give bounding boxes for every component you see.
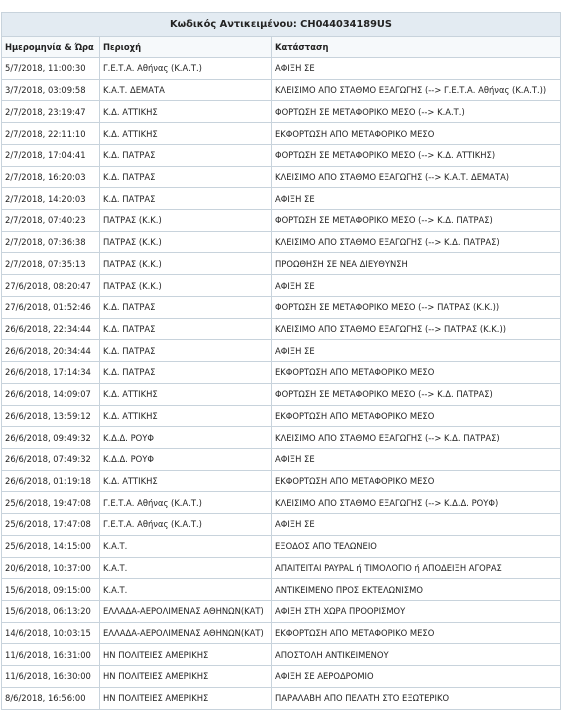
cell-datetime: 26/6/2018, 22:34:44 [2,318,100,340]
cell-status: ΚΛΕΙΣΙΜΟ ΑΠΟ ΣΤΑΘΜΟ ΕΞΑΓΩΓΗΣ (--> Κ.Α.Τ. ΔΕΜΑΤΑ) [272,166,561,188]
table-row [2,318,561,340]
table-row [2,58,561,80]
cell-area: Κ.Α.Τ. ΔΕΜΑΤΑ [100,79,272,101]
cell-datetime: 26/6/2018, 20:34:44 [2,340,100,362]
cell-datetime: 2/7/2018, 16:20:03 [2,166,100,188]
cell-area: ΗΝ ΠΟΛΙΤΕΙΕΣ ΑΜΕΡΙΚΗΣ [100,666,272,688]
cell-area: Γ.Ε.Τ.Α. Αθήνας (Κ.Α.Τ.) [100,58,272,80]
cell-datetime: 15/6/2018, 09:15:00 [2,579,100,601]
cell-status: ΠΑΡΑΛΑΒΗ ΑΠΟ ΠΕΛΑΤΗ ΣΤΟ ΕΞΩΤΕΡΙΚΟ [272,687,561,709]
cell-datetime: 8/6/2018, 16:56:00 [2,687,100,709]
table-row [2,579,561,601]
cell-area: ΠΑΤΡΑΣ (Κ.Κ.) [100,210,272,232]
cell-datetime: 2/7/2018, 07:36:38 [2,231,100,253]
cell-status: ΦΟΡΤΩΣΗ ΣΕ ΜΕΤΑΦΟΡΙΚΟ ΜΕΣΟ (--> Κ.Δ. ΑΤΤΙΚΗΣ) [272,144,561,166]
cell-area: Κ.Δ. ΑΤΤΙΚΗΣ [100,405,272,427]
table-row [2,188,561,210]
cell-status: ΦΟΡΤΩΣΗ ΣΕ ΜΕΤΑΦΟΡΙΚΟ ΜΕΣΟ (--> Κ.Α.Τ.) [272,101,561,123]
cell-area: Γ.Ε.Τ.Α. Αθήνας (Κ.Α.Τ.) [100,492,272,514]
column-header-area: Περιοχή [100,37,272,58]
cell-status: ΕΚΦΟΡΤΩΣΗ ΑΠΟ ΜΕΤΑΦΟΡΙΚΟ ΜΕΣΟ [272,470,561,492]
cell-datetime: 26/6/2018, 07:49:32 [2,448,100,470]
tracking-table [1,12,561,710]
cell-area: Κ.Δ.Δ. ΡΟΥΦ [100,448,272,470]
table-row [2,123,561,145]
cell-area: ΕΛΛΑΔΑ-ΑΕΡΟΛΙΜΕΝΑΣ ΑΘΗΝΩΝ(ΚΑΤ) [100,600,272,622]
table-row [2,296,561,318]
cell-status: ΑΦΙΞΗ ΣΤΗ ΧΩΡΑ ΠΡΟΟΡΙΣΜΟΥ [272,600,561,622]
cell-status: ΚΛΕΙΣΙΜΟ ΑΠΟ ΣΤΑΘΜΟ ΕΞΑΓΩΓΗΣ (--> ΠΑΤΡΑΣ (Κ.Κ.)) [272,318,561,340]
cell-status: ΦΟΡΤΩΣΗ ΣΕ ΜΕΤΑΦΟΡΙΚΟ ΜΕΣΟ (--> Κ.Δ. ΠΑΤΡΑΣ) [272,383,561,405]
table-row [2,622,561,644]
cell-datetime: 26/6/2018, 13:59:12 [2,405,100,427]
table-row [2,448,561,470]
cell-area: Κ.Δ. ΠΑΤΡΑΣ [100,318,272,340]
cell-area: ΗΝ ΠΟΛΙΤΕΙΕΣ ΑΜΕΡΙΚΗΣ [100,687,272,709]
cell-area: ΠΑΤΡΑΣ (Κ.Κ.) [100,275,272,297]
cell-area: Γ.Ε.Τ.Α. Αθήνας (Κ.Α.Τ.) [100,514,272,536]
cell-area: ΠΑΤΡΑΣ (Κ.Κ.) [100,253,272,275]
table-row [2,666,561,688]
column-header-datetime: Ημερομηνία & Ώρα [2,37,100,58]
table-row [2,600,561,622]
tracking-rows [2,58,561,710]
table-row [2,210,561,232]
cell-area: Κ.Δ. ΠΑΤΡΑΣ [100,340,272,362]
table-row [2,687,561,709]
cell-status: ΑΠΟΣΤΟΛΗ ΑΝΤΙΚΕΙΜΕΝΟΥ [272,644,561,666]
cell-status: ΠΡΟΩΘΗΣΗ ΣΕ ΝΕΑ ΔΙΕΥΘΥΝΣΗ [272,253,561,275]
table-row [2,514,561,536]
table-row [2,166,561,188]
table-row [2,362,561,384]
cell-status: ΑΦΙΞΗ ΣΕ [272,275,561,297]
table-row [2,557,561,579]
cell-datetime: 11/6/2018, 16:31:00 [2,644,100,666]
cell-status: ΑΦΙΞΗ ΣΕ ΑΕΡΟΔΡΟΜΙΟ [272,666,561,688]
cell-datetime: 2/7/2018, 22:11:10 [2,123,100,145]
cell-area: ΗΝ ΠΟΛΙΤΕΙΕΣ ΑΜΕΡΙΚΗΣ [100,644,272,666]
cell-area: Κ.Α.Τ. [100,557,272,579]
cell-datetime: 2/7/2018, 14:20:03 [2,188,100,210]
cell-area: Κ.Δ.Δ. ΡΟΥΦ [100,427,272,449]
cell-area: ΕΛΛΑΔΑ-ΑΕΡΟΛΙΜΕΝΑΣ ΑΘΗΝΩΝ(ΚΑΤ) [100,622,272,644]
cell-datetime: 3/7/2018, 03:09:58 [2,79,100,101]
cell-status: ΑΦΙΞΗ ΣΕ [272,58,561,80]
table-row [2,275,561,297]
tracking-table-container [1,12,560,710]
cell-status: ΚΛΕΙΣΙΜΟ ΑΠΟ ΣΤΑΘΜΟ ΕΞΑΓΩΓΗΣ (--> Κ.Δ. ΠΑΤΡΑΣ) [272,427,561,449]
table-row [2,492,561,514]
cell-area: Κ.Δ. ΠΑΤΡΑΣ [100,188,272,210]
cell-status: ΚΛΕΙΣΙΜΟ ΑΠΟ ΣΤΑΘΜΟ ΕΞΑΓΩΓΗΣ (--> Κ.Δ. ΠΑΤΡΑΣ) [272,231,561,253]
cell-status: ΚΛΕΙΣΙΜΟ ΑΠΟ ΣΤΑΘΜΟ ΕΞΑΓΩΓΗΣ (--> Κ.Δ.Δ. ΡΟΥΦ) [272,492,561,514]
table-header-row [2,37,561,58]
cell-status: ΕΞΟΔΟΣ ΑΠΟ ΤΕΛΩΝΕΙΟ [272,535,561,557]
cell-datetime: 5/7/2018, 11:00:30 [2,58,100,80]
cell-status: ΑΦΙΞΗ ΣΕ [272,448,561,470]
cell-datetime: 26/6/2018, 09:49:32 [2,427,100,449]
cell-status: ΚΛΕΙΣΙΜΟ ΑΠΟ ΣΤΑΘΜΟ ΕΞΑΓΩΓΗΣ (--> Γ.Ε.Τ.Α. Αθήνας (Κ.Α.Τ.)) [272,79,561,101]
cell-status: ΕΚΦΟΡΤΩΣΗ ΑΠΟ ΜΕΤΑΦΟΡΙΚΟ ΜΕΣΟ [272,405,561,427]
table-title-row [2,13,561,37]
table-row [2,427,561,449]
cell-area: Κ.Δ. ΑΤΤΙΚΗΣ [100,383,272,405]
cell-datetime: 20/6/2018, 10:37:00 [2,557,100,579]
cell-status: ΦΟΡΤΩΣΗ ΣΕ ΜΕΤΑΦΟΡΙΚΟ ΜΕΣΟ (--> ΠΑΤΡΑΣ (Κ.Κ.)) [272,296,561,318]
cell-datetime: 27/6/2018, 01:52:46 [2,296,100,318]
cell-datetime: 26/6/2018, 14:09:07 [2,383,100,405]
cell-datetime: 25/6/2018, 17:47:08 [2,514,100,536]
table-row [2,253,561,275]
table-row [2,644,561,666]
cell-datetime: 11/6/2018, 16:30:00 [2,666,100,688]
cell-status: ΦΟΡΤΩΣΗ ΣΕ ΜΕΤΑΦΟΡΙΚΟ ΜΕΣΟ (--> Κ.Δ. ΠΑΤΡΑΣ) [272,210,561,232]
cell-datetime: 25/6/2018, 14:15:00 [2,535,100,557]
table-row [2,535,561,557]
cell-status: ΕΚΦΟΡΤΩΣΗ ΑΠΟ ΜΕΤΑΦΟΡΙΚΟ ΜΕΣΟ [272,123,561,145]
cell-datetime: 2/7/2018, 17:04:41 [2,144,100,166]
cell-datetime: 25/6/2018, 19:47:08 [2,492,100,514]
cell-status: ΑΠΑΙΤΕΙΤΑΙ PAYPAL ή ΤΙΜΟΛΟΓΙΟ ή ΑΠΟΔΕΙΞΗ ΑΓΟΡΑΣ [272,557,561,579]
cell-area: Κ.Δ. ΠΑΤΡΑΣ [100,296,272,318]
table-row [2,405,561,427]
cell-status: ΑΦΙΞΗ ΣΕ [272,188,561,210]
cell-area: ΠΑΤΡΑΣ (Κ.Κ.) [100,231,272,253]
table-row [2,231,561,253]
cell-area: Κ.Δ. ΑΤΤΙΚΗΣ [100,123,272,145]
cell-datetime: 14/6/2018, 10:03:15 [2,622,100,644]
table-row [2,340,561,362]
cell-area: Κ.Δ. ΠΑΤΡΑΣ [100,144,272,166]
cell-area: Κ.Δ. ΠΑΤΡΑΣ [100,362,272,384]
cell-area: Κ.Δ. ΑΤΤΙΚΗΣ [100,101,272,123]
tracking-code-title: Κωδικός Αντικειμένου: CH044034189US [2,13,561,37]
cell-datetime: 2/7/2018, 23:19:47 [2,101,100,123]
cell-datetime: 26/6/2018, 01:19:18 [2,470,100,492]
cell-datetime: 15/6/2018, 06:13:20 [2,600,100,622]
cell-datetime: 26/6/2018, 17:14:34 [2,362,100,384]
cell-datetime: 27/6/2018, 08:20:47 [2,275,100,297]
cell-status: ΕΚΦΟΡΤΩΣΗ ΑΠΟ ΜΕΤΑΦΟΡΙΚΟ ΜΕΣΟ [272,622,561,644]
cell-area: Κ.Δ. ΠΑΤΡΑΣ [100,166,272,188]
table-row [2,79,561,101]
cell-status: ΑΦΙΞΗ ΣΕ [272,514,561,536]
table-row [2,383,561,405]
table-row [2,101,561,123]
cell-datetime: 2/7/2018, 07:40:23 [2,210,100,232]
cell-area: Κ.Α.Τ. [100,579,272,601]
cell-status: ΕΚΦΟΡΤΩΣΗ ΑΠΟ ΜΕΤΑΦΟΡΙΚΟ ΜΕΣΟ [272,362,561,384]
cell-status: ΑΝΤΙΚΕΙΜΕΝΟ ΠΡΟΣ ΕΚΤΕΛΩΝΙΣΜΟ [272,579,561,601]
cell-status: ΑΦΙΞΗ ΣΕ [272,340,561,362]
cell-area: Κ.Δ. ΑΤΤΙΚΗΣ [100,470,272,492]
cell-area: Κ.Α.Τ. [100,535,272,557]
column-header-status: Κατάσταση [272,37,561,58]
table-row [2,470,561,492]
cell-datetime: 2/7/2018, 07:35:13 [2,253,100,275]
table-row [2,144,561,166]
